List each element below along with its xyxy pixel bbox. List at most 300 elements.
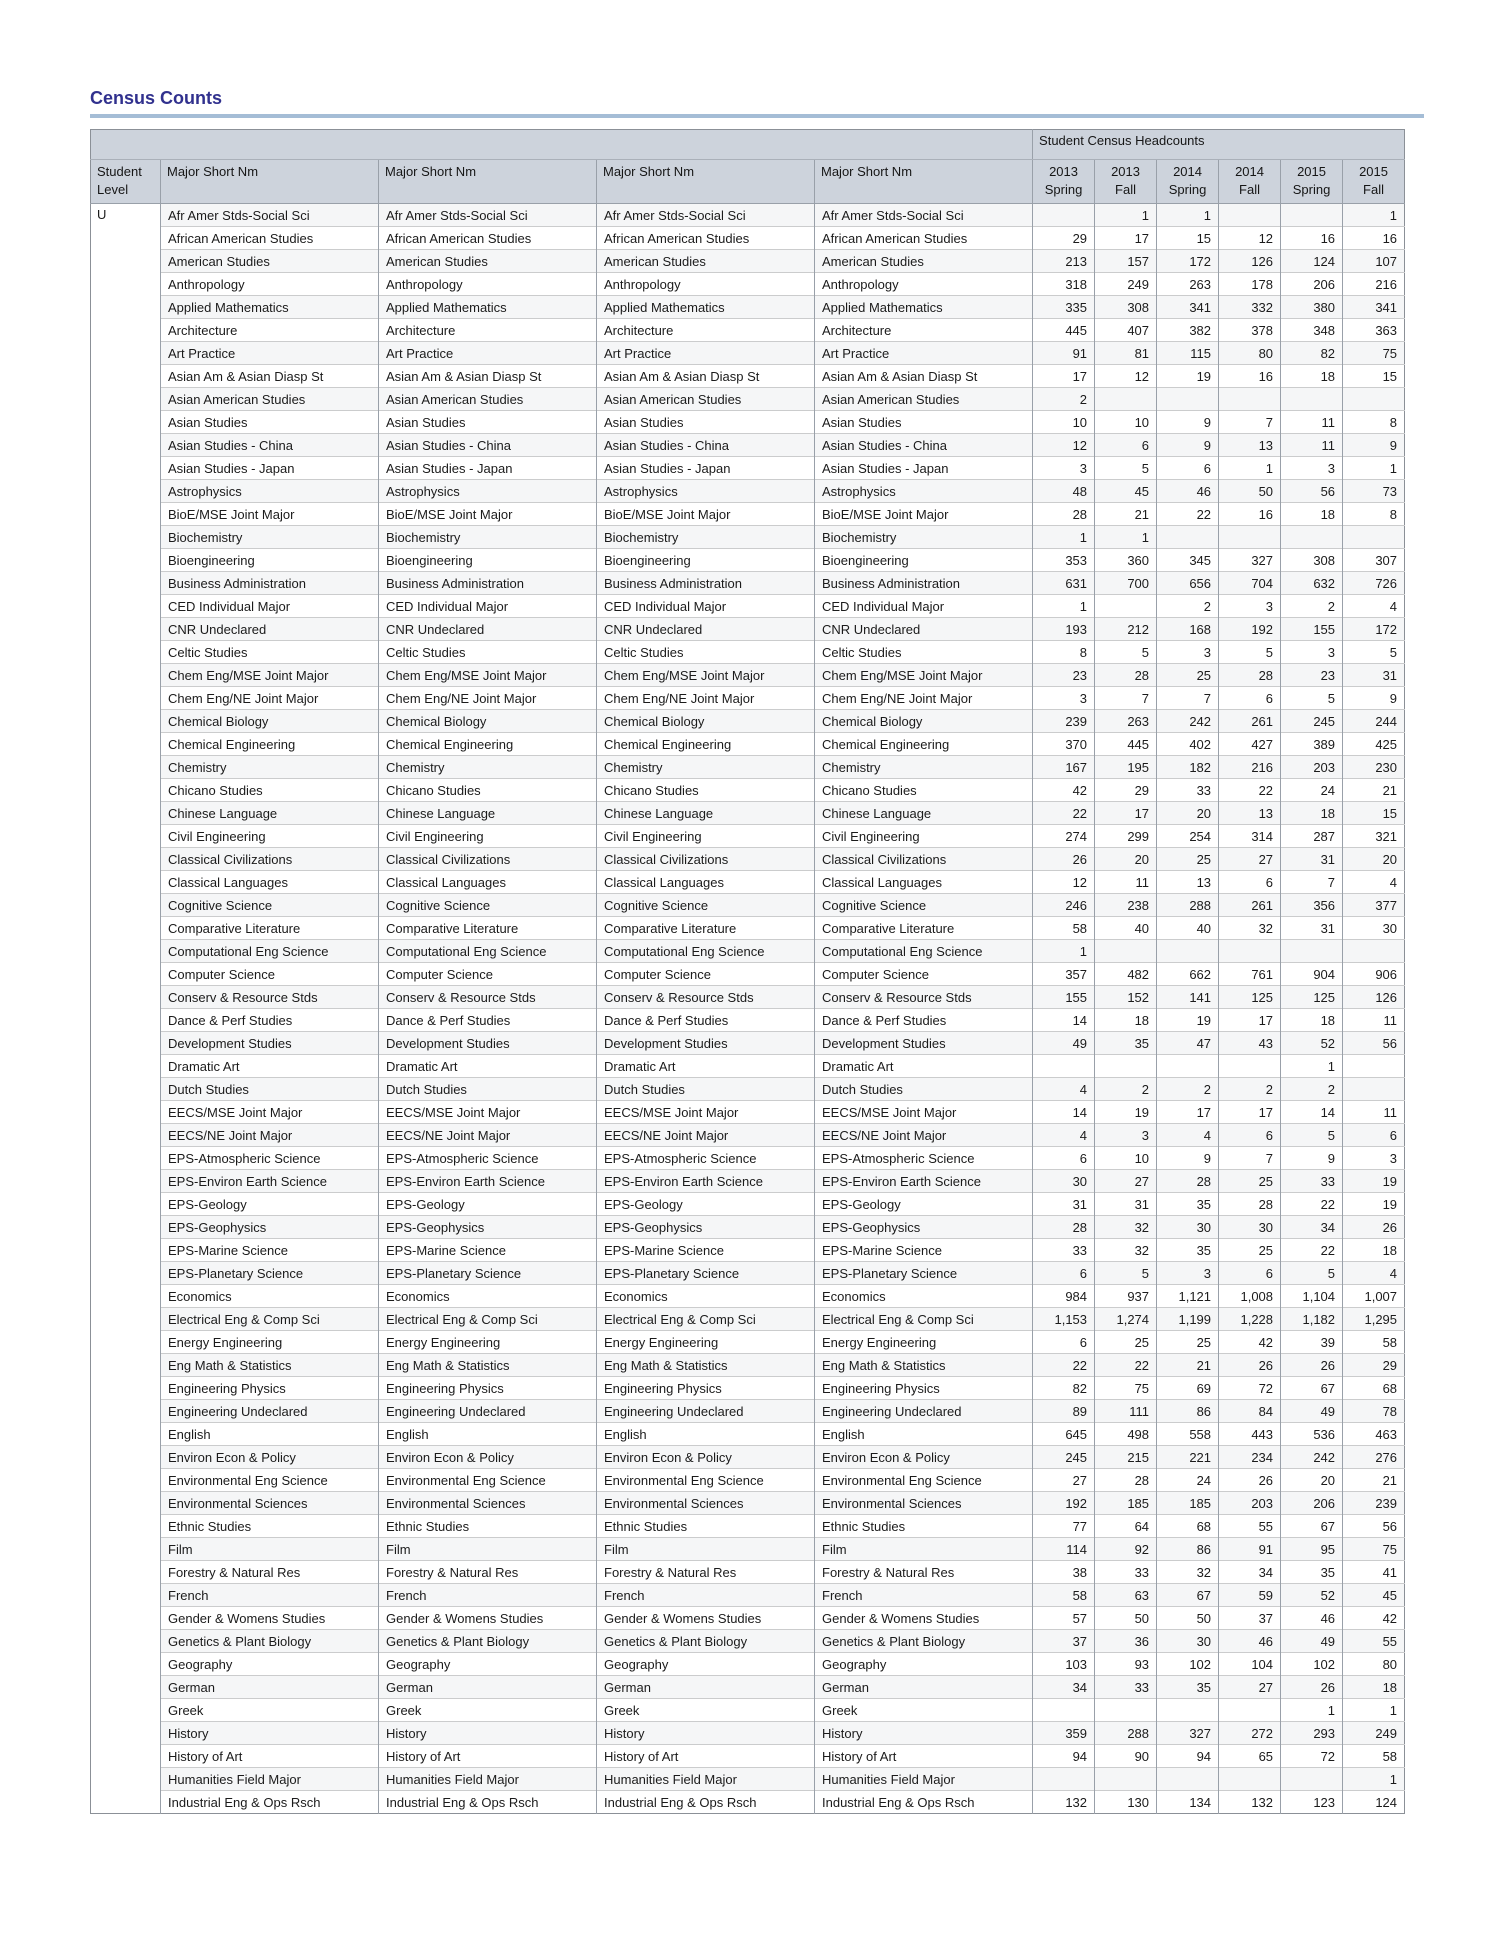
table-row — [91, 1285, 1405, 1308]
headcount-cell: 327 — [1157, 1722, 1219, 1745]
headcount-cell: 18 — [1343, 1676, 1405, 1699]
headcount-cell: 276 — [1343, 1446, 1405, 1469]
headcount-cell: 2 — [1281, 1078, 1343, 1101]
headcount-cell: 341 — [1343, 296, 1405, 319]
major-name-cell: CED Individual Major — [161, 595, 379, 618]
headcount-cell — [1219, 204, 1281, 227]
headcount-cell: 126 — [1343, 986, 1405, 1009]
headcount-cell: 7 — [1095, 687, 1157, 710]
headcount-cell: 77 — [1033, 1515, 1095, 1538]
headcount-cell: 662 — [1157, 963, 1219, 986]
headcount-cell: 21 — [1157, 1354, 1219, 1377]
major-name-cell: Electrical Eng & Comp Sci — [815, 1308, 1033, 1331]
headcount-cell — [1219, 1055, 1281, 1078]
headcount-cell: 17 — [1219, 1101, 1281, 1124]
headcount-cell: 32 — [1095, 1239, 1157, 1262]
headcount-cell: 700 — [1095, 572, 1157, 595]
table-row — [91, 1584, 1405, 1607]
headcount-cell: 357 — [1033, 963, 1095, 986]
headcount-cell: 12 — [1033, 434, 1095, 457]
headcount-cell: 81 — [1095, 342, 1157, 365]
headcount-cell: 378 — [1219, 319, 1281, 342]
major-name-cell: Chicano Studies — [161, 779, 379, 802]
major-name-cell: Chem Eng/NE Joint Major — [597, 687, 815, 710]
headcount-cell: 25 — [1157, 664, 1219, 687]
headcount-cell: 558 — [1157, 1423, 1219, 1446]
major-name-cell: Anthropology — [815, 273, 1033, 296]
headcount-cell: 6 — [1033, 1147, 1095, 1170]
major-name-cell: Comparative Literature — [161, 917, 379, 940]
headcount-cell: 9 — [1157, 411, 1219, 434]
headcount-cell — [1157, 1055, 1219, 1078]
major-name-cell: Dutch Studies — [597, 1078, 815, 1101]
headcount-cell: 3 — [1281, 641, 1343, 664]
headcount-cell: 3 — [1343, 1147, 1405, 1170]
major-name-cell: Classical Languages — [597, 871, 815, 894]
headcount-cell: 726 — [1343, 572, 1405, 595]
headcount-cell: 332 — [1219, 296, 1281, 319]
headcount-cell: 308 — [1281, 549, 1343, 572]
headcount-cell: 141 — [1157, 986, 1219, 1009]
headcount-cell: 249 — [1343, 1722, 1405, 1745]
major-name-cell: Environ Econ & Policy — [597, 1446, 815, 1469]
table-row — [91, 1055, 1405, 1078]
headcount-cell: 157 — [1095, 250, 1157, 273]
headcount-cell: 249 — [1095, 273, 1157, 296]
headcount-cell: 4 — [1343, 871, 1405, 894]
major-name-cell: French — [597, 1584, 815, 1607]
headcount-cell: 5 — [1219, 641, 1281, 664]
headcount-cell: 382 — [1157, 319, 1219, 342]
headcount-cell: 345 — [1157, 549, 1219, 572]
major-name-cell: Forestry & Natural Res — [161, 1561, 379, 1584]
group-header-row — [91, 130, 1405, 160]
headcount-cell: 9 — [1157, 434, 1219, 457]
headcount-cell — [1343, 388, 1405, 411]
headcount-cell: 203 — [1219, 1492, 1281, 1515]
headcount-cell: 632 — [1281, 572, 1343, 595]
headcount-cell: 52 — [1281, 1032, 1343, 1055]
headcount-cell: 1 — [1033, 526, 1095, 549]
headcount-cell — [1219, 940, 1281, 963]
major-name-cell: Chem Eng/MSE Joint Major — [379, 664, 597, 687]
headcount-cell: 22 — [1157, 503, 1219, 526]
headcount-cell: 26 — [1281, 1676, 1343, 1699]
table-row — [91, 319, 1405, 342]
headcount-cell: 14 — [1033, 1009, 1095, 1032]
headcount-cell: 132 — [1219, 1791, 1281, 1814]
major-name-cell: EPS-Planetary Science — [379, 1262, 597, 1285]
census-counts-table — [90, 129, 1405, 1814]
headcount-cell: 215 — [1095, 1446, 1157, 1469]
headcount-cell — [1281, 940, 1343, 963]
headcount-cell: 58 — [1343, 1745, 1405, 1768]
major-name-cell: Business Administration — [597, 572, 815, 595]
headcount-cell: 27 — [1033, 1469, 1095, 1492]
major-name-cell: Dance & Perf Studies — [379, 1009, 597, 1032]
major-name-cell: EECS/MSE Joint Major — [161, 1101, 379, 1124]
major-name-cell: Industrial Eng & Ops Rsch — [815, 1791, 1033, 1814]
table-row — [91, 227, 1405, 250]
headcount-cell: 206 — [1281, 1492, 1343, 1515]
headcount-cell: 20 — [1157, 802, 1219, 825]
major-name-cell: EPS-Marine Science — [597, 1239, 815, 1262]
major-name-cell: Asian Studies - Japan — [815, 457, 1033, 480]
major-name-cell: EECS/MSE Joint Major — [815, 1101, 1033, 1124]
table-row — [91, 1032, 1405, 1055]
headcount-cell: 212 — [1095, 618, 1157, 641]
major-name-cell: Biochemistry — [379, 526, 597, 549]
major-name-cell: German — [379, 1676, 597, 1699]
headcount-cell: 335 — [1033, 296, 1095, 319]
headcount-cell: 26 — [1343, 1216, 1405, 1239]
headcount-cell: 55 — [1343, 1630, 1405, 1653]
major-name-cell: Engineering Physics — [379, 1377, 597, 1400]
major-name-cell: Ethnic Studies — [597, 1515, 815, 1538]
headcount-cell: 20 — [1343, 848, 1405, 871]
headcount-cell: 18 — [1343, 1239, 1405, 1262]
headcount-cell — [1157, 1699, 1219, 1722]
headcount-cell: 69 — [1157, 1377, 1219, 1400]
major-name-cell: Asian Studies - Japan — [379, 457, 597, 480]
headcount-cell: 168 — [1157, 618, 1219, 641]
major-name-cell: Asian Am & Asian Diasp St — [161, 365, 379, 388]
major-name-cell: Chem Eng/MSE Joint Major — [597, 664, 815, 687]
headcount-cell: 13 — [1157, 871, 1219, 894]
headcount-cell: 263 — [1157, 273, 1219, 296]
headcount-cell: 5 — [1281, 687, 1343, 710]
headcount-cell: 8 — [1343, 411, 1405, 434]
major-name-cell: Classical Languages — [815, 871, 1033, 894]
major-name-cell: Dutch Studies — [815, 1078, 1033, 1101]
headcount-cell: 216 — [1343, 273, 1405, 296]
headcount-cell: 65 — [1219, 1745, 1281, 1768]
headcount-cell: 46 — [1157, 480, 1219, 503]
major-name-cell: EECS/NE Joint Major — [161, 1124, 379, 1147]
headcount-cell — [1033, 204, 1095, 227]
headcount-cell: 1,274 — [1095, 1308, 1157, 1331]
major-name-cell: CED Individual Major — [815, 595, 1033, 618]
major-name-cell: Gender & Womens Studies — [379, 1607, 597, 1630]
headcount-cell: 26 — [1281, 1354, 1343, 1377]
major-name-cell: Chem Eng/MSE Joint Major — [815, 664, 1033, 687]
group-header: Student Census Headcounts — [1033, 130, 1405, 160]
headcount-cell: 261 — [1219, 894, 1281, 917]
major-name-cell: Chem Eng/MSE Joint Major — [161, 664, 379, 687]
headcount-cell: 13 — [1219, 802, 1281, 825]
headcount-cell: 114 — [1033, 1538, 1095, 1561]
major-name-cell: Asian American Studies — [161, 388, 379, 411]
headcount-cell: 95 — [1281, 1538, 1343, 1561]
major-name-cell: Industrial Eng & Ops Rsch — [379, 1791, 597, 1814]
headcount-cell: 78 — [1343, 1400, 1405, 1423]
table-row — [91, 1722, 1405, 1745]
headcount-cell: 482 — [1095, 963, 1157, 986]
headcount-cell: 33 — [1095, 1676, 1157, 1699]
headcount-cell: 11 — [1095, 871, 1157, 894]
headcount-cell: 31 — [1095, 1193, 1157, 1216]
headcount-cell: 1,121 — [1157, 1285, 1219, 1308]
major-name-cell: Humanities Field Major — [597, 1768, 815, 1791]
headcount-cell: 23 — [1281, 664, 1343, 687]
headcount-cell: 172 — [1157, 250, 1219, 273]
major-name-cell: Geography — [379, 1653, 597, 1676]
table-row — [91, 1262, 1405, 1285]
headcount-cell: 1,007 — [1343, 1285, 1405, 1308]
major-name-cell: BioE/MSE Joint Major — [379, 503, 597, 526]
headcount-cell: 48 — [1033, 480, 1095, 503]
headcount-cell: 6 — [1219, 1262, 1281, 1285]
headcount-cell: 19 — [1343, 1193, 1405, 1216]
major-name-cell: Business Administration — [161, 572, 379, 595]
major-name-cell: Ethnic Studies — [161, 1515, 379, 1538]
major-name-cell: Chemical Biology — [597, 710, 815, 733]
table-row — [91, 204, 1405, 227]
major-name-cell: English — [815, 1423, 1033, 1446]
major-name-cell: German — [161, 1676, 379, 1699]
headcount-cell: 35 — [1157, 1193, 1219, 1216]
major-name-cell: Asian Studies — [379, 411, 597, 434]
headcount-cell: 56 — [1343, 1515, 1405, 1538]
headcount-cell: 19 — [1343, 1170, 1405, 1193]
major-name-cell: Ethnic Studies — [379, 1515, 597, 1538]
major-name-cell: American Studies — [379, 250, 597, 273]
major-name-cell: Computational Eng Science — [161, 940, 379, 963]
headcount-cell: 5 — [1095, 1262, 1157, 1285]
major-name-cell: EPS-Atmospheric Science — [161, 1147, 379, 1170]
headcount-cell: 125 — [1281, 986, 1343, 1009]
headcount-cell: 245 — [1281, 710, 1343, 733]
major-name-cell: Dance & Perf Studies — [597, 1009, 815, 1032]
headcount-cell: 185 — [1157, 1492, 1219, 1515]
headcount-cell: 45 — [1343, 1584, 1405, 1607]
major-name-cell: BioE/MSE Joint Major — [597, 503, 815, 526]
headcount-cell: 31 — [1343, 664, 1405, 687]
major-name-cell: Architecture — [597, 319, 815, 342]
table-row — [91, 526, 1405, 549]
headcount-cell: 30 — [1033, 1170, 1095, 1193]
headcount-cell: 17 — [1219, 1009, 1281, 1032]
table-row — [91, 940, 1405, 963]
headcount-cell: 17 — [1095, 802, 1157, 825]
headcount-cell — [1343, 1055, 1405, 1078]
headcount-cell: 34 — [1033, 1676, 1095, 1699]
major-name-cell: Greek — [597, 1699, 815, 1722]
major-name-cell: Computer Science — [597, 963, 815, 986]
major-name-cell: American Studies — [815, 250, 1033, 273]
headcount-cell: 5 — [1281, 1262, 1343, 1285]
headcount-cell: 363 — [1343, 319, 1405, 342]
headcount-cell: 377 — [1343, 894, 1405, 917]
major-name-cell: Celtic Studies — [597, 641, 815, 664]
major-name-cell: Gender & Womens Studies — [161, 1607, 379, 1630]
headcount-cell: 41 — [1343, 1561, 1405, 1584]
headcount-cell: 1 — [1281, 1055, 1343, 1078]
headcount-cell: 102 — [1157, 1653, 1219, 1676]
headcount-cell: 4 — [1033, 1124, 1095, 1147]
headcount-cell: 4 — [1343, 1262, 1405, 1285]
major-name-cell: Cognitive Science — [597, 894, 815, 917]
headcount-cell: 3 — [1033, 457, 1095, 480]
headcount-cell: 30 — [1219, 1216, 1281, 1239]
headcount-cell: 321 — [1343, 825, 1405, 848]
major-name-cell: Environ Econ & Policy — [379, 1446, 597, 1469]
major-name-cell: Economics — [815, 1285, 1033, 1308]
major-name-cell: EPS-Geology — [379, 1193, 597, 1216]
headcount-cell: 2 — [1219, 1078, 1281, 1101]
major-name-cell: Asian Am & Asian Diasp St — [815, 365, 1033, 388]
headcount-cell: 254 — [1157, 825, 1219, 848]
major-name-cell: Chemical Engineering — [161, 733, 379, 756]
major-name-cell: Conserv & Resource Stds — [161, 986, 379, 1009]
table-row — [91, 1331, 1405, 1354]
headcount-cell: 111 — [1095, 1400, 1157, 1423]
headcount-cell: 75 — [1095, 1377, 1157, 1400]
major-name-cell: Genetics & Plant Biology — [815, 1630, 1033, 1653]
headcount-cell — [1219, 1699, 1281, 1722]
major-name-cell: Comparative Literature — [815, 917, 1033, 940]
headcount-cell: 25 — [1157, 848, 1219, 871]
headcount-cell: 245 — [1033, 1446, 1095, 1469]
headcount-cell: 46 — [1281, 1607, 1343, 1630]
column-header-major-2: Major Short Nm — [379, 160, 597, 204]
headcount-cell: 6 — [1157, 457, 1219, 480]
headcount-cell: 27 — [1095, 1170, 1157, 1193]
major-name-cell: CNR Undeclared — [161, 618, 379, 641]
headcount-cell — [1343, 526, 1405, 549]
headcount-cell: 6 — [1219, 687, 1281, 710]
headcount-cell: 92 — [1095, 1538, 1157, 1561]
headcount-cell: 31 — [1033, 1193, 1095, 1216]
major-name-cell: Asian Studies - Japan — [597, 457, 815, 480]
headcount-cell — [1219, 388, 1281, 411]
headcount-cell: 246 — [1033, 894, 1095, 917]
headcount-cell: 49 — [1281, 1630, 1343, 1653]
headcount-cell: 94 — [1033, 1745, 1095, 1768]
major-name-cell: American Studies — [597, 250, 815, 273]
major-name-cell: Film — [815, 1538, 1033, 1561]
major-name-cell: Dutch Studies — [161, 1078, 379, 1101]
major-name-cell: History of Art — [379, 1745, 597, 1768]
headcount-cell: 28 — [1095, 664, 1157, 687]
major-name-cell: Economics — [161, 1285, 379, 1308]
headcount-cell: 761 — [1219, 963, 1281, 986]
table-row — [91, 549, 1405, 572]
major-name-cell: Bioengineering — [161, 549, 379, 572]
headcount-cell — [1157, 388, 1219, 411]
headcount-cell: 25 — [1219, 1239, 1281, 1262]
headcount-cell: 125 — [1219, 986, 1281, 1009]
table-row — [91, 986, 1405, 1009]
table-row — [91, 1538, 1405, 1561]
headcount-cell: 94 — [1157, 1745, 1219, 1768]
major-name-cell: Asian Studies - China — [379, 434, 597, 457]
major-name-cell: Energy Engineering — [815, 1331, 1033, 1354]
table-row — [91, 1354, 1405, 1377]
headcount-cell: 185 — [1095, 1492, 1157, 1515]
table-row — [91, 1400, 1405, 1423]
headcount-cell: 56 — [1281, 480, 1343, 503]
major-name-cell: EPS-Environ Earth Science — [379, 1170, 597, 1193]
table-row — [91, 1492, 1405, 1515]
table-row — [91, 733, 1405, 756]
major-name-cell: EPS-Geophysics — [379, 1216, 597, 1239]
major-name-cell: American Studies — [161, 250, 379, 273]
major-name-cell: CED Individual Major — [597, 595, 815, 618]
major-name-cell: Chinese Language — [815, 802, 1033, 825]
headcount-cell — [1095, 940, 1157, 963]
headcount-cell: 314 — [1219, 825, 1281, 848]
major-name-cell: Film — [597, 1538, 815, 1561]
table-row — [91, 1653, 1405, 1676]
major-name-cell: Chemistry — [597, 756, 815, 779]
column-header-major-1: Major Short Nm — [161, 160, 379, 204]
headcount-cell: 34 — [1281, 1216, 1343, 1239]
headcount-cell: 28 — [1219, 664, 1281, 687]
headcount-cell: 1,104 — [1281, 1285, 1343, 1308]
major-name-cell: Applied Mathematics — [161, 296, 379, 319]
table-row — [91, 894, 1405, 917]
major-name-cell: Greek — [379, 1699, 597, 1722]
major-name-cell: Dance & Perf Studies — [815, 1009, 1033, 1032]
headcount-cell: 192 — [1033, 1492, 1095, 1515]
headcount-cell: 221 — [1157, 1446, 1219, 1469]
table-row — [91, 618, 1405, 641]
headcount-cell: 14 — [1281, 1101, 1343, 1124]
headcount-cell: 984 — [1033, 1285, 1095, 1308]
headcount-cell — [1157, 1768, 1219, 1791]
headcount-cell: 1 — [1343, 457, 1405, 480]
major-name-cell: Celtic Studies — [379, 641, 597, 664]
headcount-cell: 172 — [1343, 618, 1405, 641]
headcount-cell: 30 — [1157, 1630, 1219, 1653]
major-name-cell: CNR Undeclared — [379, 618, 597, 641]
headcount-cell: 3 — [1033, 687, 1095, 710]
major-name-cell: EPS-Environ Earth Science — [161, 1170, 379, 1193]
major-name-cell: Architecture — [161, 319, 379, 342]
headcount-cell: 10 — [1033, 411, 1095, 434]
headcount-cell: 206 — [1281, 273, 1343, 296]
headcount-cell: 155 — [1281, 618, 1343, 641]
major-name-cell: Civil Engineering — [597, 825, 815, 848]
headcount-cell: 50 — [1219, 480, 1281, 503]
major-name-cell: Asian Studies - China — [815, 434, 1033, 457]
major-name-cell: EECS/NE Joint Major — [379, 1124, 597, 1147]
headcount-cell: 272 — [1219, 1722, 1281, 1745]
headcount-cell: 3 — [1157, 1262, 1219, 1285]
headcount-cell: 12 — [1095, 365, 1157, 388]
major-name-cell: Genetics & Plant Biology — [597, 1630, 815, 1653]
headcount-cell: 58 — [1033, 917, 1095, 940]
table-row — [91, 1193, 1405, 1216]
headcount-cell: 360 — [1095, 549, 1157, 572]
headcount-cell: 407 — [1095, 319, 1157, 342]
major-name-cell: Astrophysics — [161, 480, 379, 503]
headcount-cell: 132 — [1033, 1791, 1095, 1814]
headcount-cell — [1343, 940, 1405, 963]
headcount-cell: 67 — [1157, 1584, 1219, 1607]
headcount-cell: 42 — [1343, 1607, 1405, 1630]
headcount-cell: 33 — [1281, 1170, 1343, 1193]
major-name-cell: Geography — [815, 1653, 1033, 1676]
headcount-cell: 380 — [1281, 296, 1343, 319]
headcount-cell: 2 — [1157, 1078, 1219, 1101]
headcount-cell: 274 — [1033, 825, 1095, 848]
major-name-cell: Architecture — [379, 319, 597, 342]
headcount-cell — [1281, 388, 1343, 411]
table-row — [91, 1446, 1405, 1469]
headcount-cell: 75 — [1343, 1538, 1405, 1561]
